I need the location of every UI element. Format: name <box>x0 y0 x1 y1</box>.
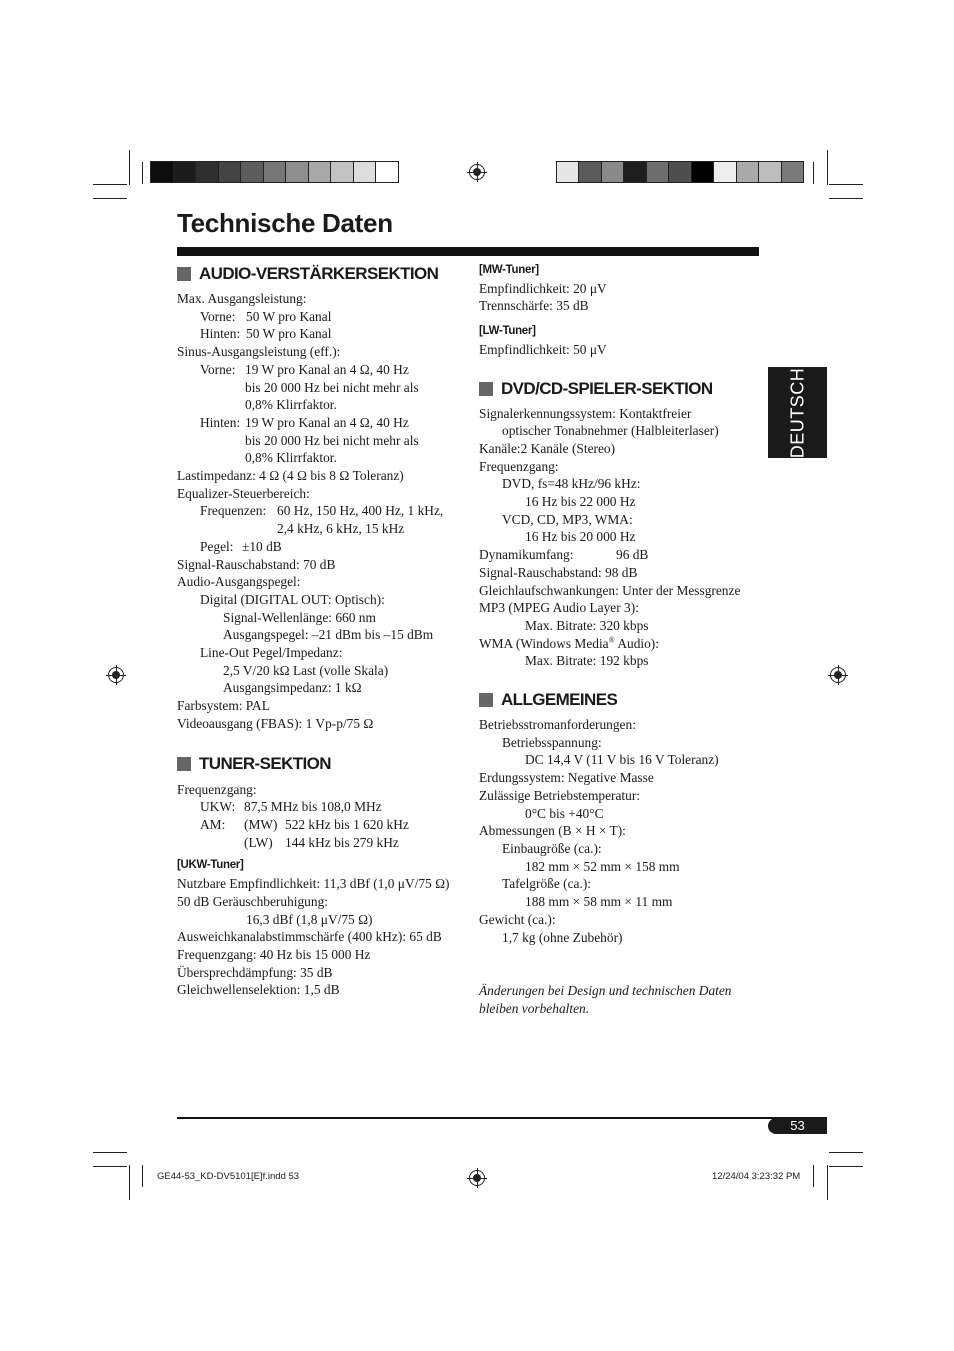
spec-line: Frequenzgang: <box>479 458 559 474</box>
spec-line: 16 Hz bis 20 000 Hz <box>525 529 636 545</box>
spec-line: 182 mm × 52 mm × 158 mm <box>525 858 680 874</box>
spec-line: Gleichwellenselektion: 1,5 dB <box>177 982 340 998</box>
spec-text: Audio): <box>614 635 659 651</box>
section-square-icon <box>177 267 191 281</box>
spec-line: Equalizer-Steuerbereich: <box>177 485 310 501</box>
right-column <box>479 262 764 1018</box>
color-swatch <box>354 162 377 182</box>
spec-line: bis 20 000 Hz bei nicht mehr als <box>245 379 419 395</box>
registration-mark-icon <box>469 164 485 180</box>
registration-mark-icon <box>108 667 124 683</box>
crop-mark <box>93 1152 127 1153</box>
spec-line: Kanäle:2 Kanäle (Stereo) <box>479 440 616 456</box>
registration-mark-icon <box>469 1170 485 1186</box>
footer-rule <box>177 1117 827 1119</box>
spec-line: 50 dB Geräuschberuhigung: <box>177 893 328 909</box>
section-heading-dvd <box>479 378 764 400</box>
spec-line: 0,8% Klirrfaktor. <box>245 450 337 466</box>
subheading-ukw: [UKW-Tuner] <box>177 859 244 872</box>
tuner-heading: TUNER-SEKTION <box>199 753 331 773</box>
section-heading-general <box>479 689 764 711</box>
spec-line: Ausgangspegel: –21 dBm bis –15 dBm <box>223 627 434 643</box>
crop-mark <box>129 150 130 185</box>
registration-mark-icon <box>830 667 846 683</box>
color-swatch <box>782 162 803 182</box>
spec-line <box>177 308 462 326</box>
spec-line: bis 20 000 Hz bei nicht mehr als <box>245 432 419 448</box>
spec-line <box>177 834 462 852</box>
spec-text: WMA (Windows Media <box>479 635 609 651</box>
color-swatch <box>376 162 398 182</box>
spec-line <box>177 538 462 556</box>
spec-line: DVD, fs=48 kHz/96 kHz: <box>502 476 641 492</box>
spec-band: (LW) <box>244 834 273 850</box>
subheading-lw: [LW-Tuner] <box>479 325 536 338</box>
spec-line: Tafelgröße (ca.): <box>502 876 592 892</box>
color-calibration-bar-left <box>150 161 399 183</box>
title-rule <box>177 247 759 256</box>
spec-line: Line-Out Pegel/Impedanz: <box>200 645 343 661</box>
spec-value: 87,5 MHz bis 108,0 MHz <box>244 799 382 815</box>
disclaimer-note: bleiben vorbehalten. <box>479 1000 590 1016</box>
color-swatch <box>602 162 624 182</box>
color-swatch <box>219 162 242 182</box>
spec-line <box>177 798 462 816</box>
section-square-icon <box>177 757 191 771</box>
section-square-icon <box>479 693 493 707</box>
spec-line: Signal-Wellenlänge: 660 nm <box>223 609 376 625</box>
spec-line: Audio-Ausgangspegel: <box>177 574 301 590</box>
color-swatch <box>579 162 601 182</box>
crop-mark <box>93 1166 127 1167</box>
spec-value: 60 Hz, 150 Hz, 400 Hz, 1 kHz, <box>277 503 444 519</box>
crop-mark <box>142 1165 143 1187</box>
spec-line: Betriebsspannung: <box>502 734 602 750</box>
crop-mark <box>829 198 863 199</box>
color-swatch <box>286 162 309 182</box>
spec-line: Einbaugröße (ca.): <box>502 840 602 856</box>
spec-line: Betriebsstromanforderungen: <box>479 717 636 733</box>
spec-line <box>479 635 764 653</box>
spec-line: Signal-Rauschabstand: 98 dB <box>479 564 638 580</box>
crop-mark <box>129 1165 130 1200</box>
crop-mark <box>142 162 143 184</box>
spec-label: AM: <box>200 816 226 832</box>
spec-line: Lastimpedanz: 4 Ω (4 Ω bis 8 Ω Toleranz) <box>177 468 404 484</box>
spec-line <box>177 325 462 343</box>
color-swatch <box>669 162 691 182</box>
spec-label: Dynamikumfang: <box>479 547 574 563</box>
spec-label: Vorne: <box>200 361 236 377</box>
crop-mark <box>813 1165 814 1187</box>
color-swatch <box>714 162 736 182</box>
footer-date-slug: 12/24/04 3:23:32 PM <box>712 1171 801 1182</box>
crop-mark <box>829 1152 863 1153</box>
spec-line: Signalerkennungssystem: Kontaktfreier <box>479 405 692 421</box>
color-swatch <box>647 162 669 182</box>
spec-line <box>177 816 462 834</box>
spec-line: Trennschärfe: 35 dB <box>479 298 589 314</box>
crop-mark <box>93 184 127 185</box>
spec-line <box>479 546 764 564</box>
spec-line: 188 mm × 58 mm × 11 mm <box>525 894 673 910</box>
color-swatch <box>151 162 174 182</box>
spec-line: Videoausgang (FBAS): 1 Vp-p/75 Ω <box>177 715 374 731</box>
spec-line: Empfindlichkeit: 50 μV <box>479 341 607 357</box>
spec-line: Frequenzgang: <box>177 781 257 797</box>
color-swatch <box>737 162 759 182</box>
page-title: Technische Daten <box>177 208 393 238</box>
spec-line: Übersprechdämpfung: 35 dB <box>177 964 333 980</box>
spec-line: optischer Tonabnehmer (Halbleiterlaser) <box>502 423 719 439</box>
spec-line: VCD, CD, MP3, WMA: <box>502 511 633 527</box>
spec-line: 2,4 kHz, 6 kHz, 15 kHz <box>277 521 405 537</box>
spec-line: 16 Hz bis 22 000 Hz <box>525 494 636 510</box>
color-swatch <box>759 162 781 182</box>
spec-line: 0,8% Klirrfaktor. <box>245 397 337 413</box>
crop-mark <box>829 184 863 185</box>
spec-line: Max. Bitrate: 192 kbps <box>525 653 649 669</box>
spec-line: 16,3 dBf (1,8 μV/75 Ω) <box>246 911 373 927</box>
color-swatch <box>196 162 219 182</box>
spec-value: 19 W pro Kanal an 4 Ω, 40 Hz <box>245 414 409 430</box>
spec-value: 50 W pro Kanal <box>246 326 332 342</box>
language-tab-label: DEUTSCH <box>787 367 807 458</box>
spec-value: 144 kHz bis 279 kHz <box>285 834 399 850</box>
spec-line: Max. Ausgangsleistung: <box>177 291 307 306</box>
spec-line: 1,7 kg (ohne Zubehör) <box>502 929 623 945</box>
color-swatch <box>331 162 354 182</box>
left-column <box>177 263 462 999</box>
section-square-icon <box>479 382 493 396</box>
spec-value: 96 dB <box>616 547 649 563</box>
spec-line <box>177 502 462 520</box>
subheading-mw: [MW-Tuner] <box>479 264 539 276</box>
crop-mark <box>813 162 814 184</box>
spec-line: Gewicht (ca.): <box>479 911 556 927</box>
spec-line: 2,5 V/20 kΩ Last (volle Skala) <box>223 662 389 678</box>
color-swatch <box>241 162 264 182</box>
crop-mark <box>827 1165 828 1200</box>
color-swatch <box>264 162 287 182</box>
spec-label: UKW: <box>200 799 236 815</box>
color-swatch <box>557 162 579 182</box>
footer-file-slug: GE44-53_KD-DV5101[E]f.indd 53 <box>157 1171 300 1182</box>
audio-heading: AUDIO-VERSTÄRKERSEKTION <box>199 264 439 283</box>
spec-line: Empfindlichkeit: 20 μV <box>479 280 607 296</box>
section-heading-audio <box>177 263 462 285</box>
spec-line: MP3 (MPEG Audio Layer 3): <box>479 600 639 616</box>
general-heading: ALLGEMEINES <box>501 690 618 710</box>
color-swatch <box>309 162 332 182</box>
spec-label: Pegel: <box>200 538 234 554</box>
spec-line <box>177 414 462 432</box>
spec-value: 19 W pro Kanal an 4 Ω, 40 Hz <box>245 361 409 377</box>
spec-value: 522 kHz bis 1 620 kHz <box>285 816 409 832</box>
spec-label: Vorne: <box>200 308 236 324</box>
language-tab <box>768 367 827 458</box>
spec-line: Sinus-Ausgangsleistung (eff.): <box>177 344 341 360</box>
crop-mark <box>829 1166 863 1167</box>
spec-label: Hinten: <box>200 414 241 430</box>
spec-line: Frequenzgang: 40 Hz bis 15 000 Hz <box>177 946 371 962</box>
color-swatch <box>624 162 646 182</box>
spec-line: Ausweichkanalabstimmschärfe (400 kHz): 65 dB <box>177 929 442 945</box>
disclaimer-note: Änderungen bei Design und technischen Daten <box>479 983 732 999</box>
spec-line: DC 14,4 V (11 V bis 16 V Toleranz) <box>525 752 719 768</box>
registered-mark: ® <box>608 635 615 645</box>
spec-line: Farbsystem: PAL <box>177 698 270 714</box>
spec-label: Hinten: <box>200 326 241 342</box>
page-number: 53 <box>768 1118 827 1134</box>
spec-line: Nutzbare Empfindlichkeit: 11,3 dBf (1,0 μV/75 Ω) <box>177 876 450 892</box>
spec-value: ±10 dB <box>242 538 282 554</box>
spec-value: 50 W pro Kanal <box>246 308 332 324</box>
spec-line: Gleichlaufschwankungen: Unter der Messgrenze <box>479 582 741 598</box>
spec-line <box>177 361 462 379</box>
color-swatch <box>174 162 197 182</box>
spec-line: Digital (DIGITAL OUT: Optisch): <box>200 591 385 607</box>
spec-line: 0°C bis +40°C <box>525 805 604 821</box>
spec-line: Zulässige Betriebstemperatur: <box>479 787 641 803</box>
crop-mark <box>827 150 828 185</box>
color-swatch <box>692 162 714 182</box>
color-calibration-bar-right <box>556 161 804 183</box>
crop-mark <box>93 198 127 199</box>
spec-line: Abmessungen (B × H × T): <box>479 823 626 839</box>
spec-line: Ausgangsimpedanz: 1 kΩ <box>223 680 362 696</box>
section-heading-tuner <box>177 753 462 775</box>
spec-line: Signal-Rauschabstand: 70 dB <box>177 556 336 572</box>
spec-label: Frequenzen: <box>200 503 267 519</box>
dvd-heading: DVD/CD-SPIELER-SEKTION <box>501 378 713 398</box>
spec-band: (MW) <box>244 816 278 832</box>
spec-line: Erdungssystem: Negative Masse <box>479 770 654 786</box>
spec-line: Max. Bitrate: 320 kbps <box>525 617 649 633</box>
